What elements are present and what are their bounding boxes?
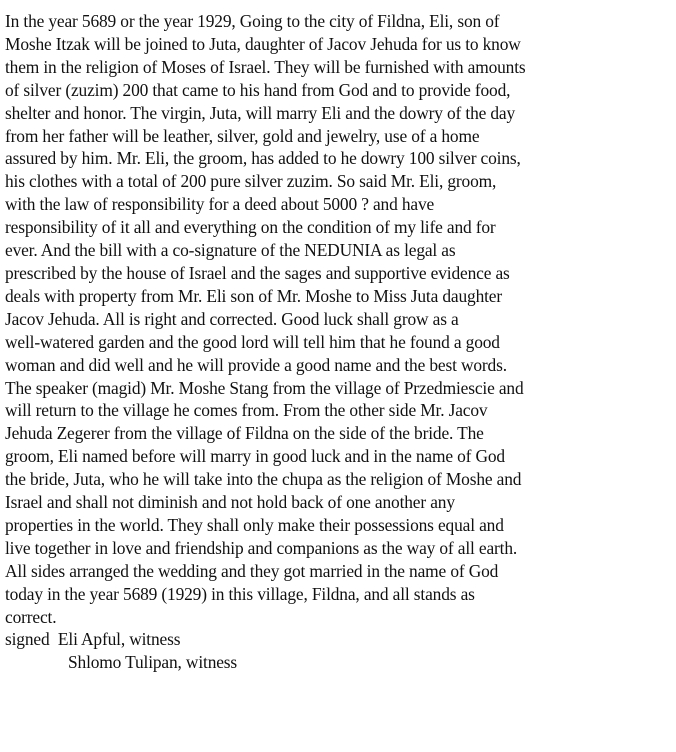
text-line: live together in love and friendship and companions as the way of all earth. (5, 537, 518, 558)
text-line: the bride, Juta, who he will take into the chupa as the religion of Moshe and (5, 469, 522, 490)
text-line: In the year 5689 or the year 1929, Going to the city of Fildna, Eli, son of (5, 11, 500, 31)
text-line: Jehuda Zegerer from the village of Fildna on the side of the bride. The (5, 423, 484, 444)
text-line: his clothes with a total of 200 pure silver zuzim. So said Mr. Eli, groom, (5, 171, 497, 192)
text-line: today in the year 5689 (1929) in this village, Fildna, and all stands as (5, 583, 475, 604)
text-line: with the law of responsibility for a deed about 5000 ? and have (5, 194, 435, 215)
text-line: deals with property from Mr. Eli son of Mr. Moshe to Miss Juta daughter (5, 285, 503, 306)
witness-name-1: Eli Apful, witness (57, 629, 181, 650)
signature-line-2 (5, 651, 673, 674)
text-line: Israel and shall not diminish and not hold back of one another any (5, 492, 455, 513)
text-line: ever. And the bill with a co-signature of the NEDUNIA as legal as (5, 240, 456, 261)
text-line: prescribed by the house of Israel and the sages and supportive evidence as (5, 262, 510, 283)
text-line: properties in the world. They shall only make their possessions equal and (5, 514, 504, 535)
text-line: assured by him. Mr. Eli, the groom, has added to he dowry 100 silver coins, (5, 148, 521, 169)
text-line: them in the religion of Moses of Israel. They will be furnished with amounts (5, 56, 526, 77)
text-line: responsibility of it all and everything on the condition of my life and for (5, 217, 496, 238)
text-line: well-watered garden and the good lord will tell him that he found a good (5, 331, 500, 352)
text-line: woman and did well and he will provide a good name and the best words. (5, 354, 507, 375)
text-line: from her father will be leather, silver, gold and jewelry, use of a home (5, 125, 480, 146)
text-line: groom, Eli named before will marry in good luck and in the name of God (5, 446, 505, 467)
text-line: will return to the village he comes from. From the other side Mr. Jacov (5, 400, 488, 421)
signature-line-1 (5, 628, 673, 651)
text-line: All sides arranged the wedding and they got married in the name of God (5, 560, 499, 581)
text-line: Moshe Itzak will be joined to Juta, daughter of Jacov Jehuda for us to know (5, 33, 521, 54)
signed-label: signed (5, 629, 50, 650)
document-body (5, 10, 673, 674)
text-line: shelter and honor. The virgin, Juta, will marry Eli and the dowry of the day (5, 102, 516, 123)
text-line: Jacov Jehuda. All is right and corrected. Good luck shall grow as a (5, 308, 459, 329)
text-line: correct. (5, 606, 57, 627)
text-line: of silver (zuzim) 200 that came to his hand from God and to provide food, (5, 79, 511, 100)
text-line: The speaker (magid) Mr. Moshe Stang from the village of Przedmiescie and (5, 377, 524, 398)
witness-name-2: Shlomo Tulipan, witness (68, 652, 238, 673)
